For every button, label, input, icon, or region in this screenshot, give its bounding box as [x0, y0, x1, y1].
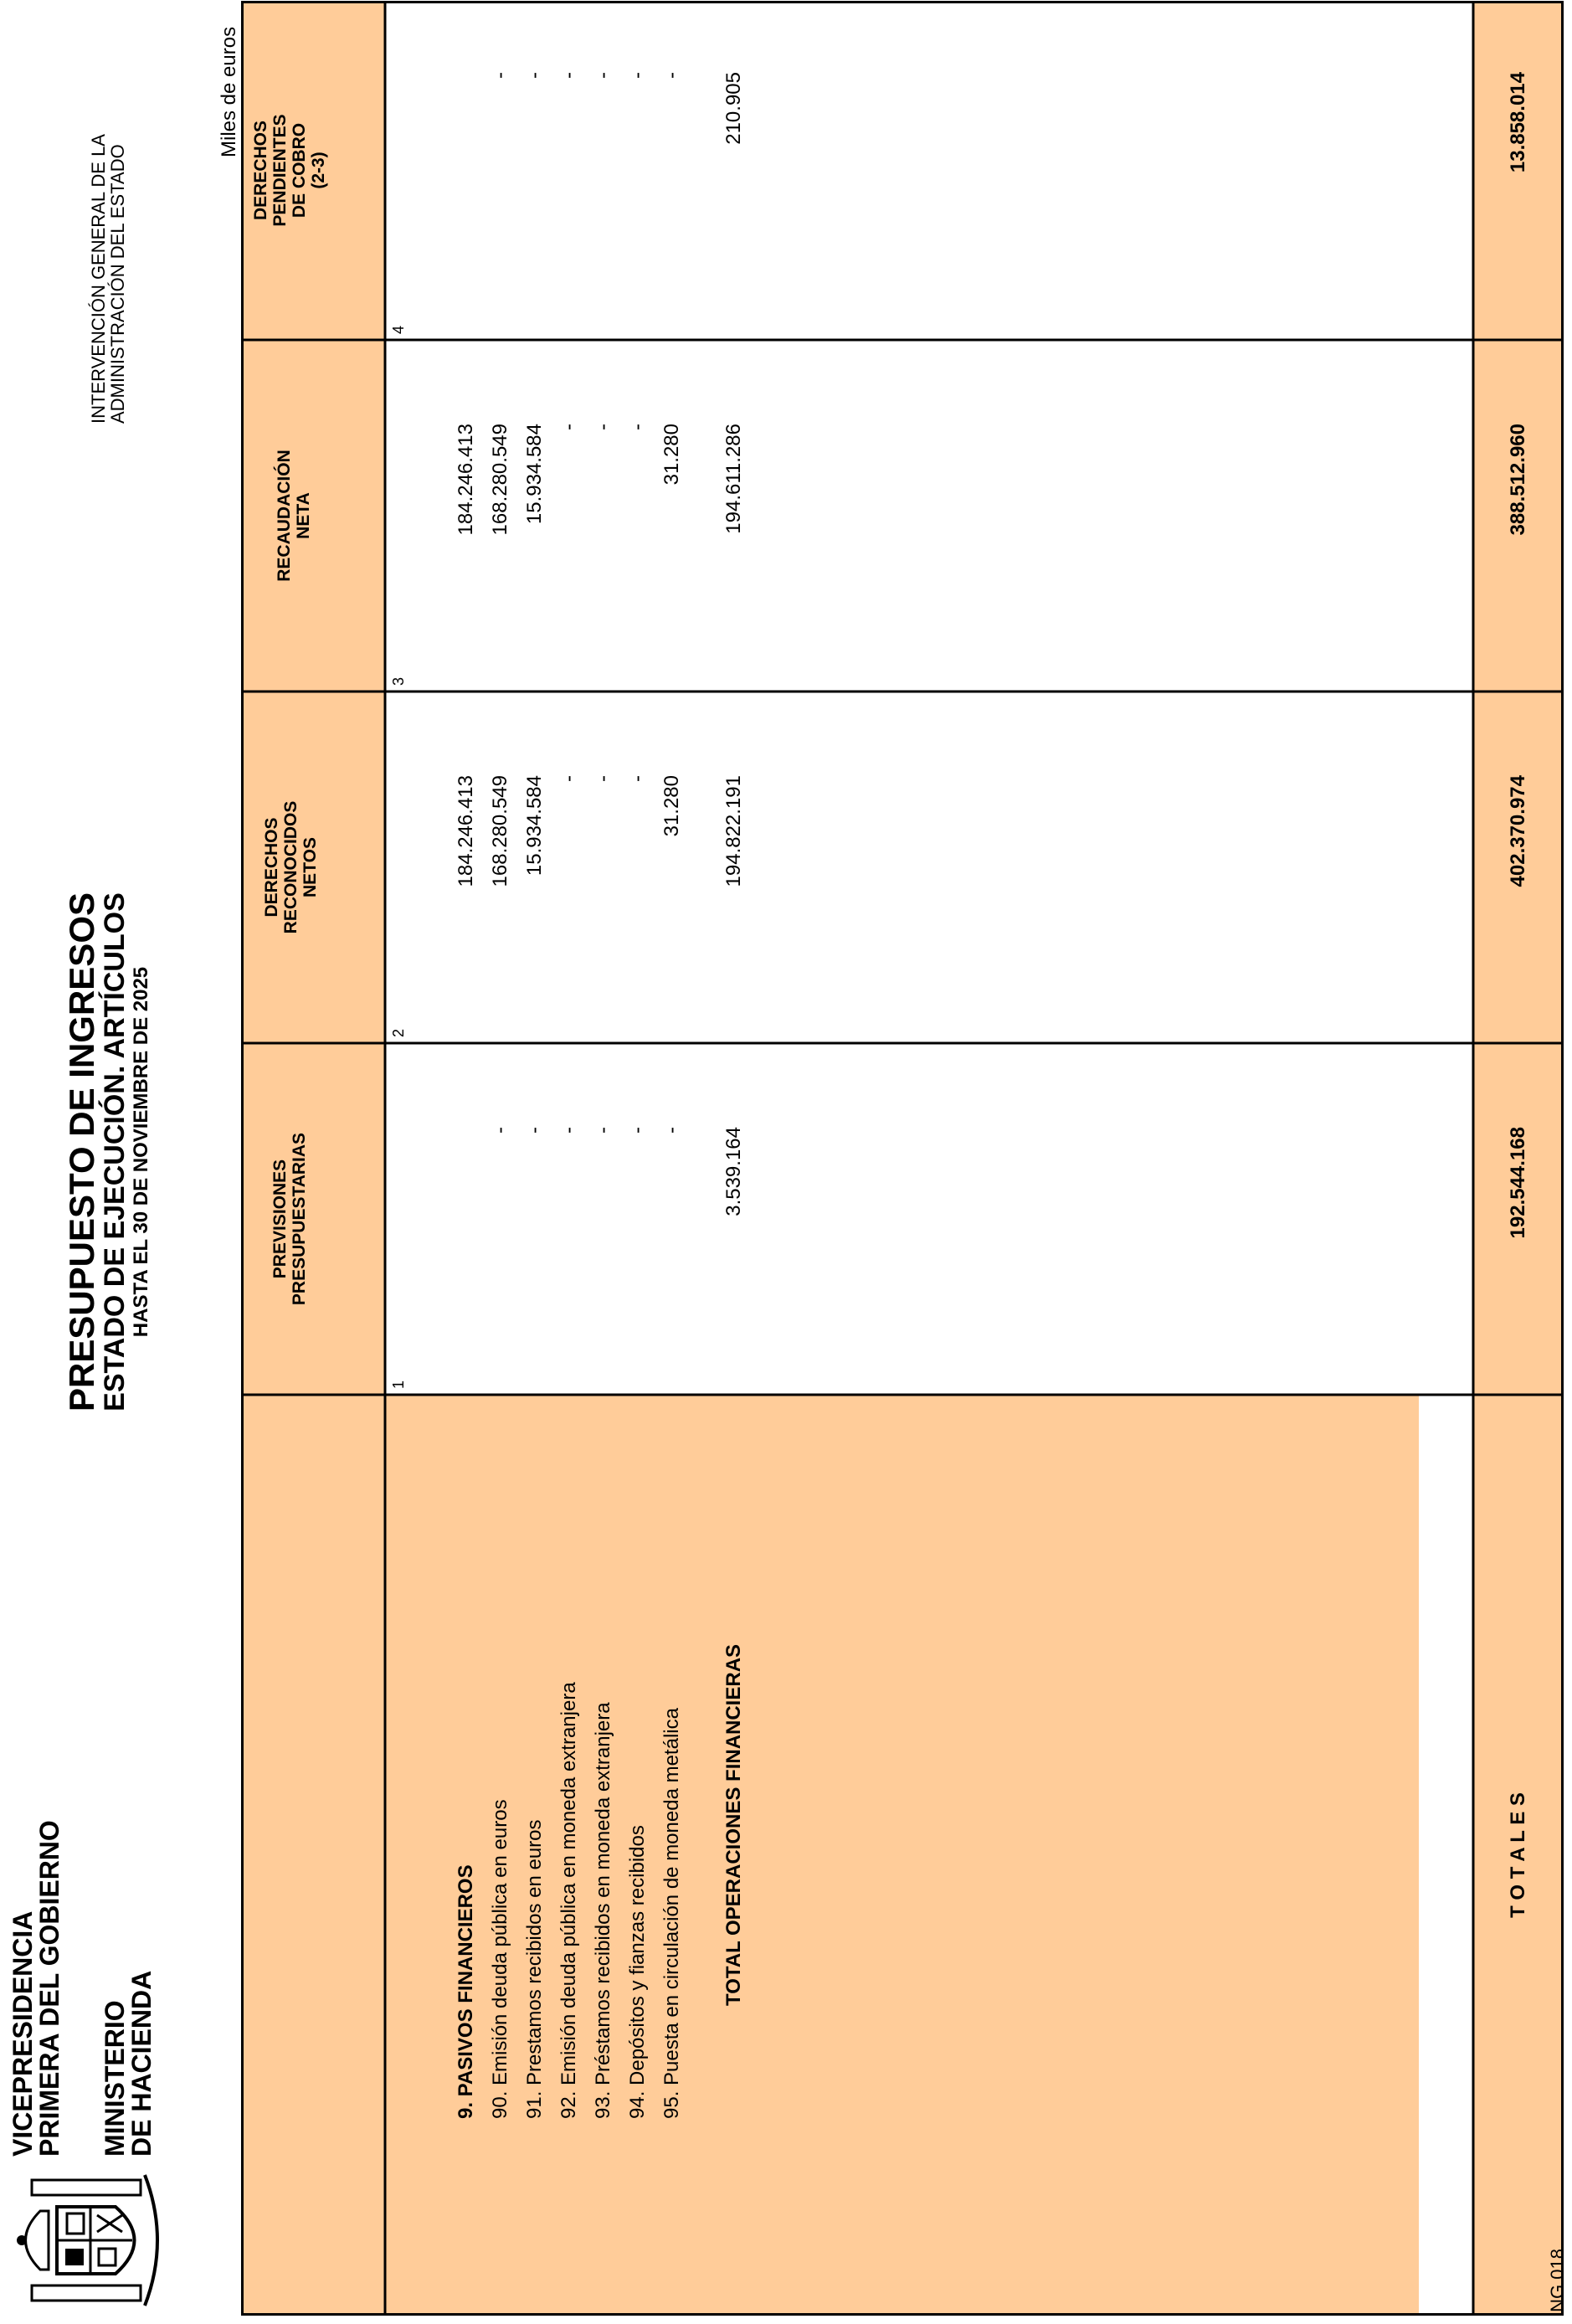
table-cell: 184.246.413	[455, 424, 477, 536]
table-cell: 31.280	[660, 775, 683, 837]
table-cell: 194.611.286	[722, 424, 745, 534]
coat-of-arms-icon	[7, 2173, 166, 2307]
column-index: 2	[390, 1028, 407, 1037]
igae-label-line-1: INTERVENCIÓN GENERAL DE LA	[88, 134, 109, 424]
column-header-line: RECONOCIDOS	[281, 800, 301, 934]
column-header-line: PENDIENTES	[270, 114, 290, 227]
column-header-derechos-reconocidos	[262, 692, 320, 1043]
table-grid	[241, 1, 1564, 2316]
column-header-line: PREVISIONES	[270, 1159, 290, 1279]
section-title: 9. PASIVOS FINANCIEROS	[455, 1864, 477, 2119]
table-cell: -	[557, 775, 580, 782]
table-cell: -	[557, 424, 580, 430]
column-header-line: DERECHOS	[251, 120, 270, 221]
table-cell: -	[523, 1127, 546, 1134]
row-label: 95. Puesta en circulación de moneda metálica	[660, 1708, 683, 2119]
table-cell: -	[557, 1127, 580, 1134]
column-header-recaudacion	[275, 340, 313, 692]
table-cell: 13.858.014	[1507, 72, 1529, 173]
table-cell: 15.934.584	[523, 775, 546, 877]
column-header-line: PRESUPUESTARIAS	[290, 1132, 309, 1306]
column-index: 3	[390, 676, 407, 686]
row-label: 93. Préstamos recibidos en moneda extranjera	[592, 1702, 614, 2119]
row-label: 91. Prestamos recibidos en euros	[523, 1819, 546, 2119]
table-cell: -	[592, 424, 614, 430]
document-code: ING 018	[1547, 2249, 1568, 2317]
vicepresidencia-label-2: PRIMERA DEL GOBIERNO	[34, 1820, 64, 2157]
table-cell: -	[626, 424, 649, 430]
table-cell: 15.934.584	[523, 424, 546, 525]
table-cell: 210.905	[722, 72, 745, 145]
table-cell: 168.280.549	[489, 775, 511, 887]
table-cell: -	[592, 1127, 614, 1134]
column-header-line: NETOS	[301, 837, 320, 897]
igae-label-line-2: ADMINISTRACIÓN DEL ESTADO	[107, 144, 128, 424]
column-index: 4	[390, 325, 407, 334]
ministerio-label-2: DE HACIENDA	[126, 1970, 157, 2157]
column-header-pendientes	[251, 1, 328, 340]
table-cell: -	[626, 775, 649, 782]
table-cell: 3.539.164	[722, 1127, 745, 1216]
table-cell: -	[592, 72, 614, 79]
total-operaciones-label: TOTAL OPERACIONES FINANCIERAS	[722, 1643, 745, 2006]
table-cell: 194.822.191	[722, 775, 745, 887]
report-date: HASTA EL 30 DE NOVIEMBRE DE 2025	[130, 966, 152, 1338]
table-cell: -	[557, 72, 580, 79]
page-subtitle: ESTADO DE EJECUCIÓN. ARTÍCULOS	[99, 892, 131, 1411]
table-cell: -	[626, 72, 649, 79]
table-cell: 192.544.168	[1507, 1127, 1529, 1239]
column-header-line: DE COBRO	[290, 122, 309, 219]
vicepresidencia-label: VICEPRESIDENCIA	[8, 1910, 38, 2157]
column-header-previsiones	[270, 1043, 309, 1395]
table-cell: -	[626, 1127, 649, 1134]
column-header-line: NETA	[294, 492, 313, 539]
page-title-block	[62, 817, 153, 1487]
row-label: 92. Emisión deuda pública en moneda extranjera	[557, 1682, 580, 2119]
row-label: 94. Depósitos y fianzas recibidos	[626, 1825, 649, 2119]
column-header-line: RECAUDACIÓN	[275, 450, 294, 582]
row-label: 90. Emisión deuda pública en euros	[489, 1799, 511, 2119]
column-header-line: (2-3)	[309, 152, 328, 189]
table-cell: 402.370.974	[1507, 775, 1529, 887]
table-cell: -	[592, 775, 614, 782]
column-index: 1	[390, 1380, 407, 1389]
totales-label: T O T A L E S	[1507, 1792, 1529, 1918]
igae-label	[89, 134, 127, 424]
table-cell: 168.280.549	[489, 424, 511, 536]
budget-table	[241, 1, 1564, 2316]
table-cell: 388.512.960	[1507, 424, 1529, 536]
page-title: PRESUPUESTO DE INGRESOS	[62, 892, 101, 1412]
table-cell: -	[523, 72, 546, 79]
column-header-line: DERECHOS	[262, 817, 281, 918]
table-cell: -	[489, 72, 511, 79]
ministerio-label: MINISTERIO	[100, 2000, 130, 2157]
table-cell: 31.280	[660, 424, 683, 486]
table-cell: -	[489, 1127, 511, 1134]
table-cell: -	[660, 1127, 683, 1134]
units-label: Miles de euros	[218, 26, 240, 157]
table-cell: -	[660, 72, 683, 79]
table-cell: 184.246.413	[455, 775, 477, 887]
